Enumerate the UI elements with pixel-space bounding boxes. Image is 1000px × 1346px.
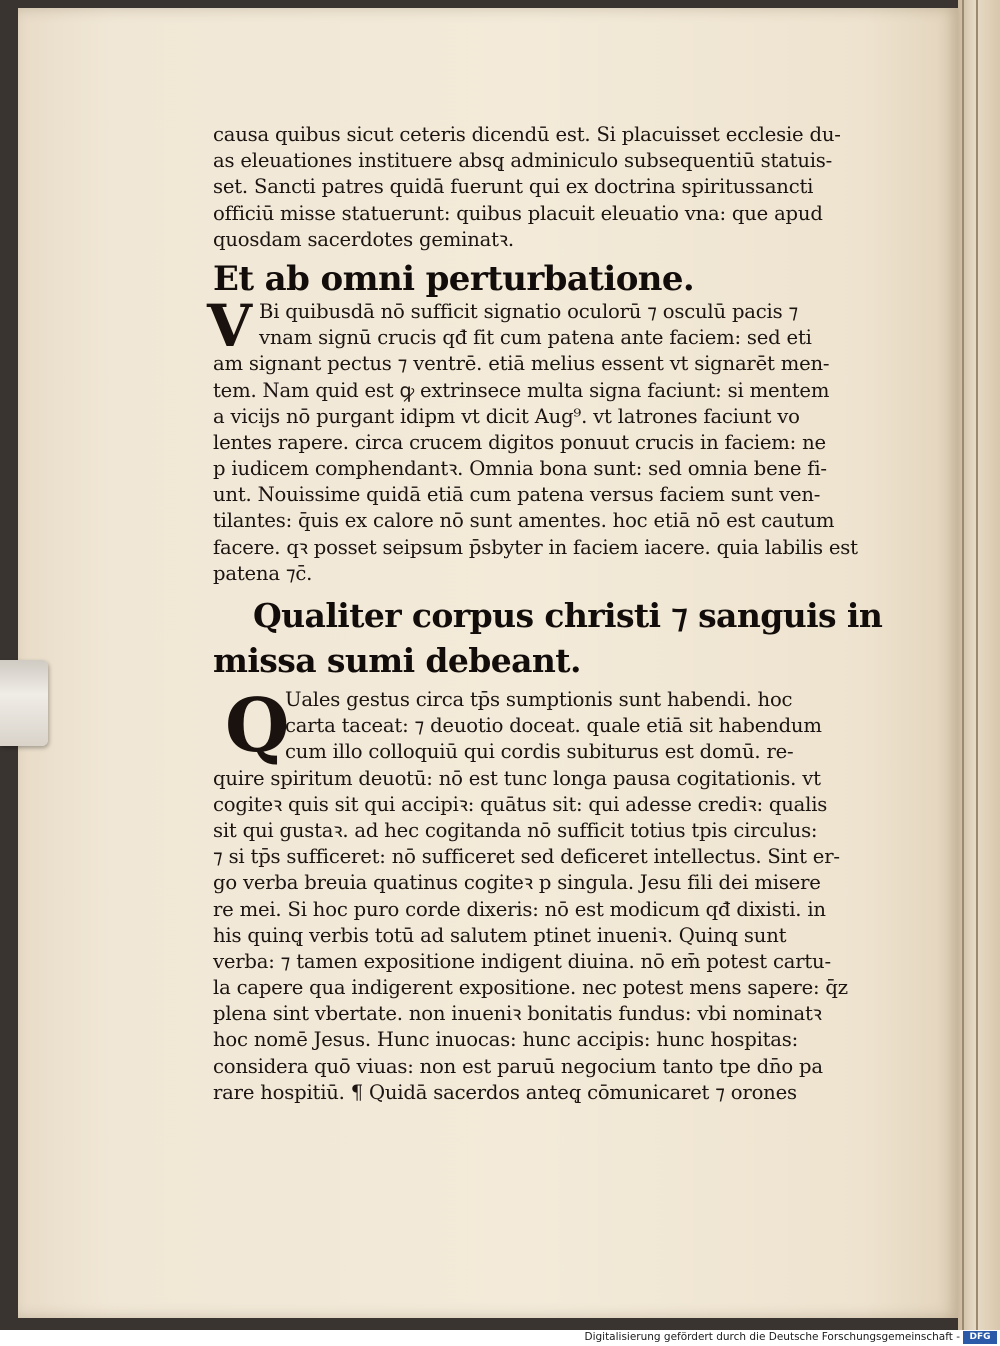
text-line: go verba breuia quatinus cogiteꝛ p singula. Jesu fili dei misere [213, 871, 821, 895]
text-line: tilantes: q̄uis ex calore nō sunt amentes. hoc etiā nō est cautum [213, 509, 835, 533]
text-line: vnam signū crucis qđ fit cum patena ante faciem: sed eti [259, 326, 812, 350]
text-line: rare hospitiū. ¶ Quidā sacerdos anteq̨ cōmunicaret ⁊ orones [213, 1080, 797, 1104]
text-line: his quinq̨ verbis totū ad salutem ptinet inueniꝛ. Quinq̨ sunt [213, 923, 787, 947]
text-line: officiū misse statuerunt: quibus placuit eleuatio vna: que apud [213, 201, 823, 225]
page-text [207, 122, 893, 1106]
paragraph-2 [207, 291, 893, 587]
adjacent-page-edge [958, 0, 1000, 1330]
text-line: ⁊ si tp̄s sufficeret: nō sufficeret sed deficeret intellectus. Sint er- [213, 845, 840, 869]
page-edge-line [976, 0, 978, 1330]
paragraph-3 [213, 683, 893, 1106]
dfg-logo: DFG [963, 1331, 997, 1344]
text-line: verba: ⁊ tamen expositione indigent diuina. nō em̄ potest cartu- [213, 949, 831, 973]
text-line: quosdam sacerdotes geminatꝛ. [213, 227, 514, 251]
text-line: sit qui gustaꝛ. ad hec cogitanda nō sufficit totius tpis circulus: [213, 818, 818, 842]
text-line: tem. Nam quid est ꝙ extrinsece multa signa faciunt: si mentem [213, 378, 830, 402]
text-line: causa quibus sicut ceteris dicendū est. Si placuisset ecclesie du- [213, 123, 841, 146]
text-line: p iudicem comphendantꝛ. Omnia bona sunt: sed omnia bene fi- [213, 457, 827, 481]
text-line: Bi quibusdā nō sufficit signatio oculorū ⁊ osculū pacis ⁊ [259, 299, 799, 323]
text-line: cogiteꝛ quis sit qui accipiꝛ: quātus sit: qui adesse crediꝛ: qualis [213, 792, 828, 816]
text-line: as eleuationes instituere absq̨ adminiculo subsequentiū statuis- [213, 149, 833, 173]
text-line: plena sint vbertate. non inueniꝛ bonitatis fundus: vbi nominatꝛ [213, 1002, 822, 1026]
text-line: unt. Nouissime quidā etiā cum patena versus faciem sunt ven- [213, 483, 821, 507]
funding-notice: Digitalisierung gefördert durch die Deutsche Forschungsgemeinschaft - [584, 1331, 960, 1343]
text-line: patena ⁊c̄. [213, 561, 313, 585]
footer-bar [0, 1330, 1000, 1346]
text-line: re mei. Si hoc puro corde dixeris: nō est modicum qđ dixisti. in [213, 897, 826, 921]
page-clip [0, 660, 48, 746]
section-heading-2-line-2: missa sumi debeant. [213, 641, 581, 680]
text-line: quire spiritum deuotū: nō est tunc longa pausa cogitationis. vt [213, 766, 821, 790]
text-line: hoc nomē Jesus. Hunc inuocas: hunc accipis: hunc hospitas: [213, 1028, 799, 1052]
paragraph-1 [213, 122, 893, 253]
text-line: Uales gestus circa tp̄s sumptionis sunt habendi. hoc [285, 688, 793, 711]
text-line: considera quō viuas: non est paruū negocium tanto tpe dn̄o pa [213, 1054, 823, 1078]
initial-letter-V: V [207, 291, 253, 360]
section-heading-1: Et ab omni perturbatione. [213, 258, 695, 299]
initial-letter-Q: Q [225, 683, 290, 769]
text-line: lentes rapere. circa crucem digitos ponuut crucis in faciem: ne [213, 430, 826, 454]
text-line: carta taceat: ⁊ deuotio doceat. quale etiā sit habendum [285, 714, 822, 738]
text-line: a vicijs nō purgant idipm vt dicit Aug⁹. vt latrones faciunt vo [213, 404, 800, 428]
text-line: set. Sancti patres quidā fuerunt qui ex doctrina spiritussancti [213, 175, 814, 199]
text-line: facere. qꝛ posset seipsum p̄sbyter in faciem iacere. quia labilis est [213, 535, 858, 559]
page-edge-line [962, 0, 964, 1330]
text-line: la capere qua indigerent expositione. nec potest mens sapere: q̄z [213, 976, 848, 1000]
section-heading-2-line-1: Qualiter corpus christi ⁊ sanguis in [253, 596, 883, 635]
text-line: am signant pectus ⁊ ventrē. etiā melius essent vt signarēt men- [213, 352, 830, 376]
text-line: cum illo colloquiū qui cordis subiturus est domū. re- [285, 740, 794, 764]
